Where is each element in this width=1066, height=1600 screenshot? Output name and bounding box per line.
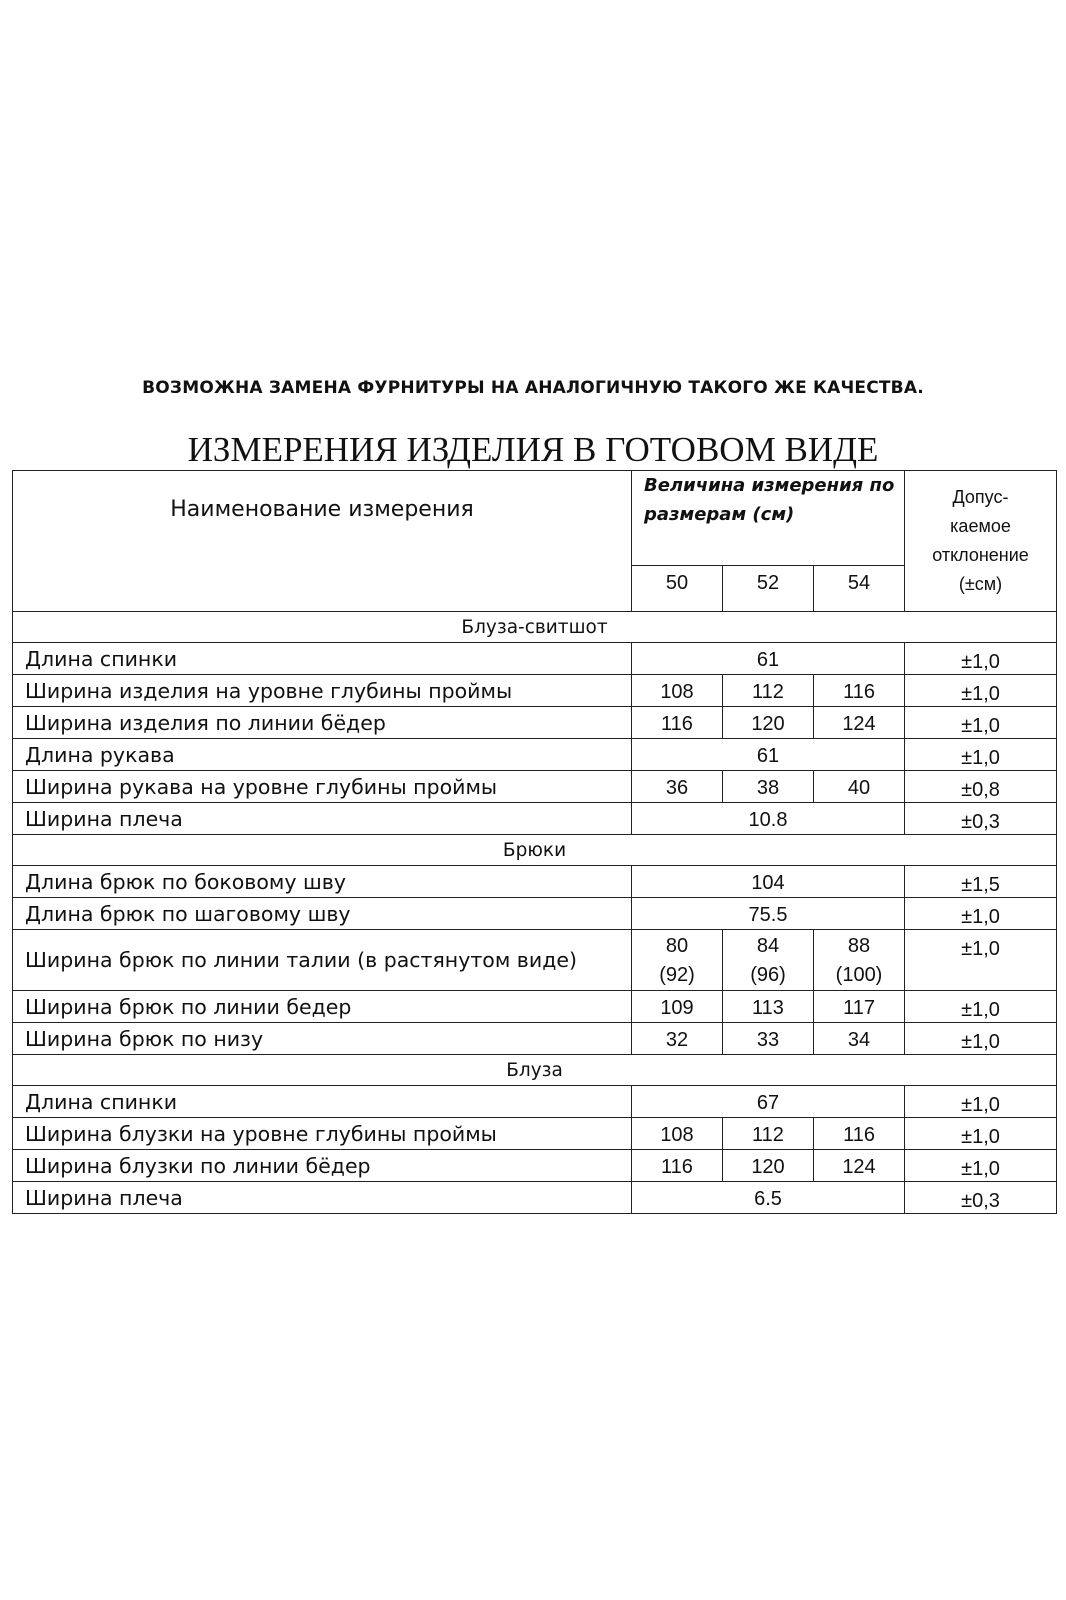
measurement-value: 75.5 [632, 898, 905, 930]
measurement-value [632, 930, 723, 991]
measurement-value: 109 [632, 991, 723, 1023]
size-52: 52 [723, 566, 814, 612]
measurement-value: 6.5 [632, 1182, 905, 1214]
measurement-name: Ширина брюк по линии бедер [13, 991, 632, 1023]
header-tolerance [905, 471, 1057, 612]
measurement-value: 124 [814, 1150, 905, 1182]
measurement-value-stretched: (100) [835, 964, 883, 986]
section-title: Блуза-свитшот [13, 612, 1057, 643]
measurement-value: 120 [723, 707, 814, 739]
measurement-value: 10.8 [632, 803, 905, 835]
measurement-value: 38 [723, 771, 814, 803]
measurement-value: 108 [632, 1118, 723, 1150]
section-title: Брюки [13, 835, 1057, 866]
measurement-value-stretched: (96) [750, 964, 786, 986]
measurement-value: 34 [814, 1023, 905, 1055]
measurement-name: Ширина изделия на уровне глубины проймы [13, 675, 632, 707]
table-row [13, 675, 1057, 707]
measurement-name: Ширина блузки на уровне глубины проймы [13, 1118, 632, 1150]
tolerance-value: ±1,0 [905, 930, 1057, 991]
section-row [13, 1055, 1057, 1086]
tolerance-value: ±1,5 [905, 866, 1057, 898]
section-row [13, 612, 1057, 643]
tolerance-value: ±1,0 [905, 898, 1057, 930]
table-row [13, 771, 1057, 803]
measurement-value: 33 [723, 1023, 814, 1055]
table-row [13, 643, 1057, 675]
size-50: 50 [632, 566, 723, 612]
measurements-table [12, 470, 1057, 1214]
measurement-value: 116 [814, 675, 905, 707]
table-row [13, 1118, 1057, 1150]
measurement-value-stretched: (92) [659, 964, 695, 986]
measurement-name: Ширина плеча [13, 1182, 632, 1214]
measurement-value: 67 [632, 1086, 905, 1118]
measurement-name: Длина рукава [13, 739, 632, 771]
measurement-name: Длина брюк по шаговому шву [13, 898, 632, 930]
measurement-value: 117 [814, 991, 905, 1023]
table-row [13, 930, 1057, 991]
header-tolerance-line: отклонение [932, 545, 1029, 565]
measurement-name: Длина спинки [13, 643, 632, 675]
measurement-name: Ширина брюк по низу [13, 1023, 632, 1055]
tolerance-value: ±1,0 [905, 707, 1057, 739]
table-row [13, 898, 1057, 930]
measurement-value: 113 [723, 991, 814, 1023]
measurement-value: 116 [632, 707, 723, 739]
table-row [13, 866, 1057, 898]
header-measurement-name: Наименование измерения [13, 471, 632, 612]
header-row [13, 471, 1057, 566]
measurement-value: 112 [723, 675, 814, 707]
measurement-value: 124 [814, 707, 905, 739]
measurement-value: 40 [814, 771, 905, 803]
tolerance-value: ±1,0 [905, 675, 1057, 707]
table-row [13, 739, 1057, 771]
measurement-value-main: 84 [756, 935, 780, 957]
header-tolerance-line: каемое [950, 516, 1011, 536]
measurement-value: 32 [632, 1023, 723, 1055]
measurement-value-main: 80 [665, 935, 689, 957]
tolerance-value: ±1,0 [905, 1118, 1057, 1150]
measurement-name: Длина спинки [13, 1086, 632, 1118]
section-row [13, 835, 1057, 866]
measurement-value: 104 [632, 866, 905, 898]
tolerance-value: ±1,0 [905, 1150, 1057, 1182]
header-tolerance-line: (±см) [958, 574, 1003, 594]
table-row [13, 803, 1057, 835]
tolerance-value: ±1,0 [905, 1086, 1057, 1118]
table-row [13, 1182, 1057, 1214]
table-row [13, 707, 1057, 739]
measurement-name: Ширина изделия по линии бёдер [13, 707, 632, 739]
size-54: 54 [814, 566, 905, 612]
measurement-name: Ширина брюк по линии талии (в растянутом виде) [13, 930, 632, 991]
document-title: ИЗМЕРЕНИЯ ИЗДЕЛИЯ В ГОТОВОМ ВИДЕ [187, 430, 879, 469]
replacement-notice: ВОЗМОЖНА ЗАМЕНА ФУРНИТУРЫ НА АНАЛОГИЧНУЮ ТАКОГО ЖЕ КАЧЕСТВА. [142, 378, 924, 398]
tolerance-value: ±1,0 [905, 643, 1057, 675]
measurement-name: Ширина плеча [13, 803, 632, 835]
table-row [13, 1023, 1057, 1055]
measurement-value: 61 [632, 643, 905, 675]
tolerance-value: ±0,8 [905, 771, 1057, 803]
tolerance-value: ±1,0 [905, 739, 1057, 771]
measurement-value: 61 [632, 739, 905, 771]
measurement-value: 116 [632, 1150, 723, 1182]
measurement-name: Длина брюк по боковому шву [13, 866, 632, 898]
header-tolerance-line: Допус- [952, 487, 1009, 507]
table-row [13, 1150, 1057, 1182]
tolerance-value: ±0,3 [905, 1182, 1057, 1214]
measurement-value: 36 [632, 771, 723, 803]
section-title: Блуза [13, 1055, 1057, 1086]
measurement-value [723, 930, 814, 991]
measurement-name: Ширина рукава на уровне глубины проймы [13, 771, 632, 803]
measurement-name: Ширина блузки по линии бёдер [13, 1150, 632, 1182]
measurement-value [814, 930, 905, 991]
tolerance-value: ±1,0 [905, 1023, 1057, 1055]
table-row [13, 991, 1057, 1023]
tolerance-value: ±0,3 [905, 803, 1057, 835]
measurement-value: 116 [814, 1118, 905, 1150]
measurement-value-main: 88 [847, 935, 871, 957]
header-size-range: Величина измерения по размерам (см) [632, 471, 905, 566]
measurement-value: 108 [632, 675, 723, 707]
tolerance-value: ±1,0 [905, 991, 1057, 1023]
measurement-value: 112 [723, 1118, 814, 1150]
measurement-value: 120 [723, 1150, 814, 1182]
table-row [13, 1086, 1057, 1118]
